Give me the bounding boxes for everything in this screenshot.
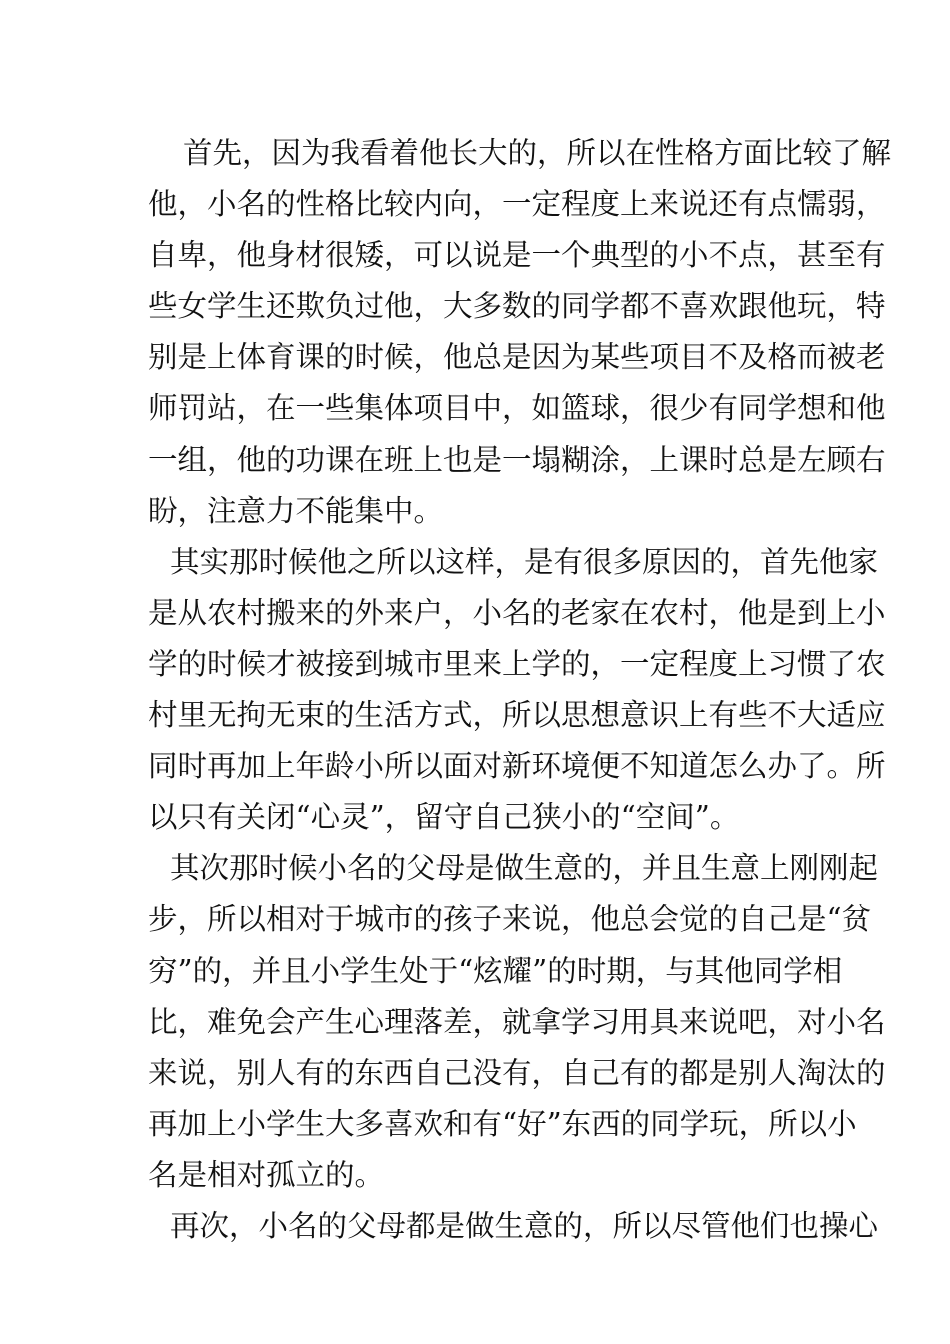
text-line: 村里无拘无束的生活方式，所以思想意识上有些不大适应: [148, 698, 886, 733]
paragraph-2: [148, 537, 886, 844]
text-line: 步，所以相对于城市的孩子来说，他总会觉的自己是“贫: [148, 902, 872, 937]
text-line: 学的时候才被接到城市里来上学的，一定程度上习惯了农: [148, 646, 886, 681]
text-line: 些女学生还欺负过他，大多数的同学都不喜欢跟他玩，特: [148, 289, 886, 324]
text-line: 一组，他的功课在班上也是一塌糊涂，上课时总是左顾右: [148, 442, 886, 477]
text-line: 盼，注意力不能集中。: [148, 493, 444, 528]
text-line: 他，小名的性格比较内向，一定程度上来说还有点懦弱，: [148, 187, 886, 222]
document-body: [148, 128, 892, 1252]
text-line: 师罚站，在一些集体项目中，如篮球，很少有同学想和他: [148, 391, 886, 426]
text-line: 来说，别人有的东西自己没有，自己有的都是别人淘汰的: [148, 1055, 886, 1090]
text-line: 名是相对孤立的。: [148, 1157, 385, 1192]
text-line: 首先，因为我看着他长大的，所以在性格方面比较了解: [183, 136, 892, 170]
text-line: 穷”的，并且小学生处于“炫耀”的时期，与其他同学相: [148, 953, 843, 988]
text-line: 是从农村搬来的外来户，小名的老家在农村，他是到上小: [148, 595, 886, 630]
paragraph-1: [148, 128, 892, 537]
text-line: 以只有关闭“心灵”，留守自己狭小的“空间”。: [148, 800, 740, 835]
text-line: 自卑，他身材很矮，可以说是一个典型的小不点，甚至有: [148, 238, 886, 273]
text-line: 其次那时候小名的父母是做生意的，并且生意上刚刚起: [170, 851, 879, 886]
text-line: 别是上体育课的时候，他总是因为某些项目不及格而被老: [148, 340, 886, 375]
text-line: 其实那时候他之所以这样，是有很多原因的，首先他家: [170, 544, 879, 579]
text-line: 比，难免会产生心理落差，就拿学习用具来说吧，对小名: [148, 1004, 886, 1039]
text-line: 再次，小名的父母都是做生意的，所以尽管他们也操心: [170, 1208, 879, 1243]
paragraph-3: [148, 843, 886, 1201]
text-line: 再加上小学生大多喜欢和有“好”东西的同学玩，所以小: [148, 1106, 857, 1141]
text-line: 同时再加上年龄小所以面对新环境便不知道怎么办了。所: [148, 749, 886, 784]
paragraph-4: [148, 1201, 879, 1252]
